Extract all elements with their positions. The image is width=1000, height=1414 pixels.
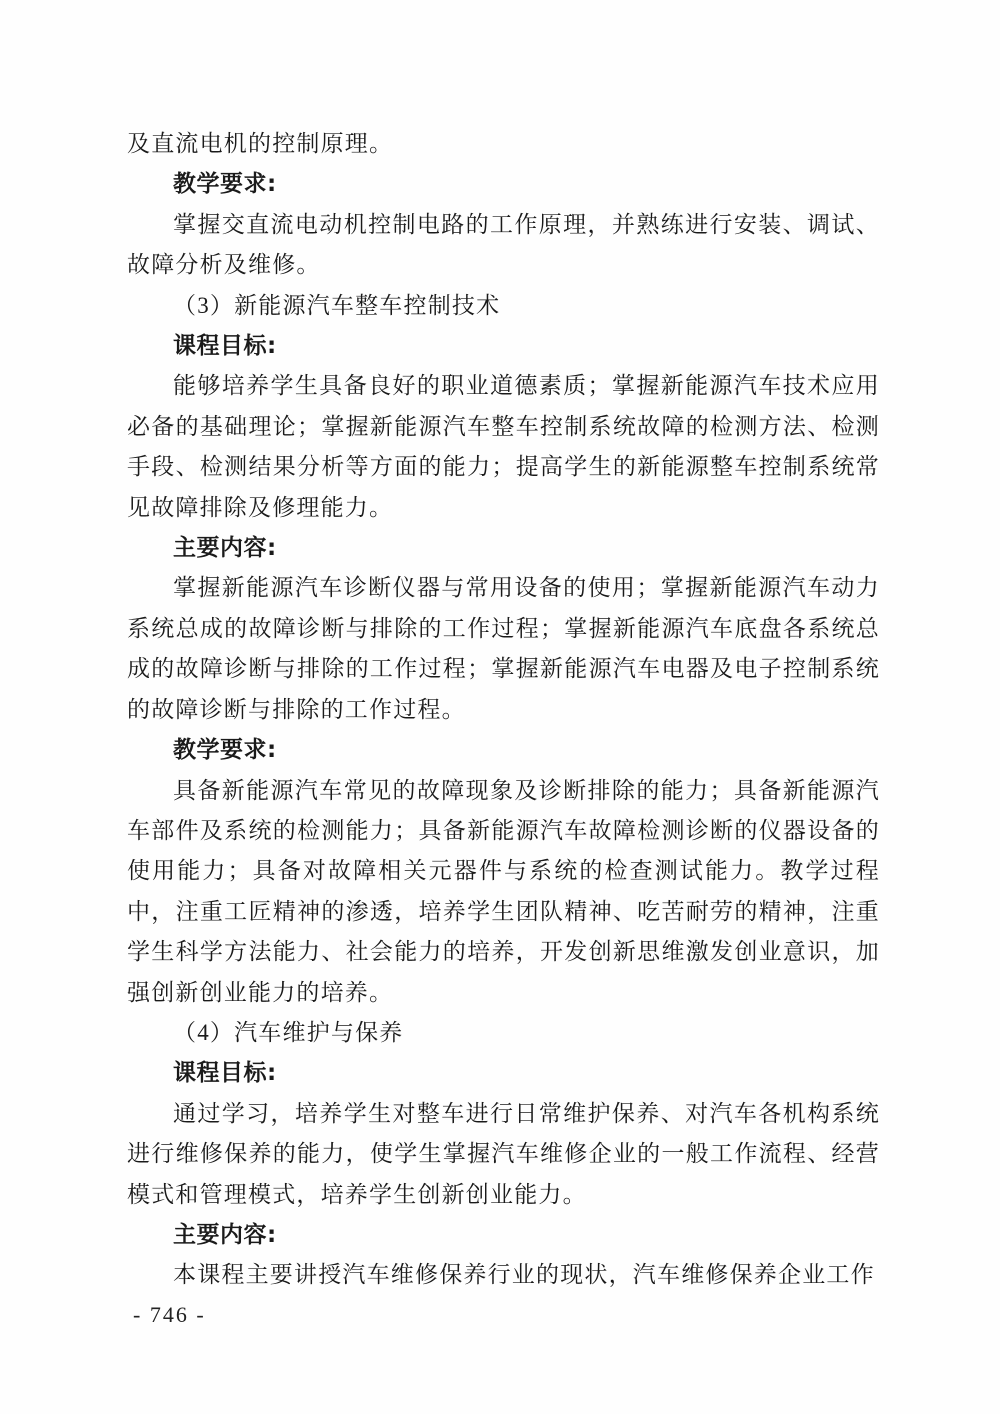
- page-number: - 746 -: [133, 1302, 206, 1327]
- paragraph: 本课程主要讲授汽车维修保养行业的现状，汽车维修保养企业工作: [173, 1262, 875, 1288]
- paragraph: 教学要求:: [173, 171, 277, 198]
- paragraph: 能够培养学生具备良好的职业道德素质；掌握新能源汽车技术应用必备的基础理论；掌握新能源汽车整车控制系统故障的检测方法、检测手段、检测结果分析等方面的能力；提高学生的新能源整车控制系统常见故障排除及修理能力。: [127, 373, 880, 520]
- paragraph: 主要内容:: [173, 1221, 277, 1248]
- paragraph: 具备新能源汽车常见的故障现象及诊断排除的能力；具备新能源汽车部件及系统的检测能力；具备新能源汽车故障检测诊断的仪器设备的使用能力；具备对故障相关元器件与系统的检查测试能力。教学过程中，注重工匠精神的渗透，培养学生团队精神、吃苦耐劳的精神，注重学生科学方法能力、社会能力的培养，开发创新思维激发创业意识，加强创新创业能力的培养。: [127, 777, 880, 1005]
- paragraph: 主要内容:: [173, 535, 277, 562]
- paragraph: 掌握交直流电动机控制电路的工作原理，并熟练进行安装、调试、故障分析及维修。: [127, 211, 880, 278]
- page-footer: [133, 1302, 206, 1328]
- paragraph: 课程目标:: [173, 333, 277, 360]
- paragraph: 掌握新能源汽车诊断仪器与常用设备的使用；掌握新能源汽车动力系统总成的故障诊断与排除的工作过程；掌握新能源汽车底盘各系统总成的故障诊断与排除的工作过程；掌握新能源汽车电器及电子控制系统的故障诊断与排除的工作过程。: [127, 575, 880, 722]
- document-body: [127, 124, 880, 1296]
- paragraph: （3）新能源汽车整车控制技术: [173, 292, 501, 318]
- paragraph: （4）汽车维护与保养: [173, 1019, 404, 1045]
- paragraph: 通过学习，培养学生对整车进行日常维护保养、对汽车各机构系统进行维修保养的能力，使学生掌握汽车维修企业的一般工作流程、经营模式和管理模式，培养学生创新创业能力。: [127, 1100, 880, 1207]
- paragraph: 教学要求:: [173, 737, 277, 764]
- paragraph: 课程目标:: [173, 1060, 277, 1087]
- paragraph: 及直流电机的控制原理。: [127, 131, 394, 156]
